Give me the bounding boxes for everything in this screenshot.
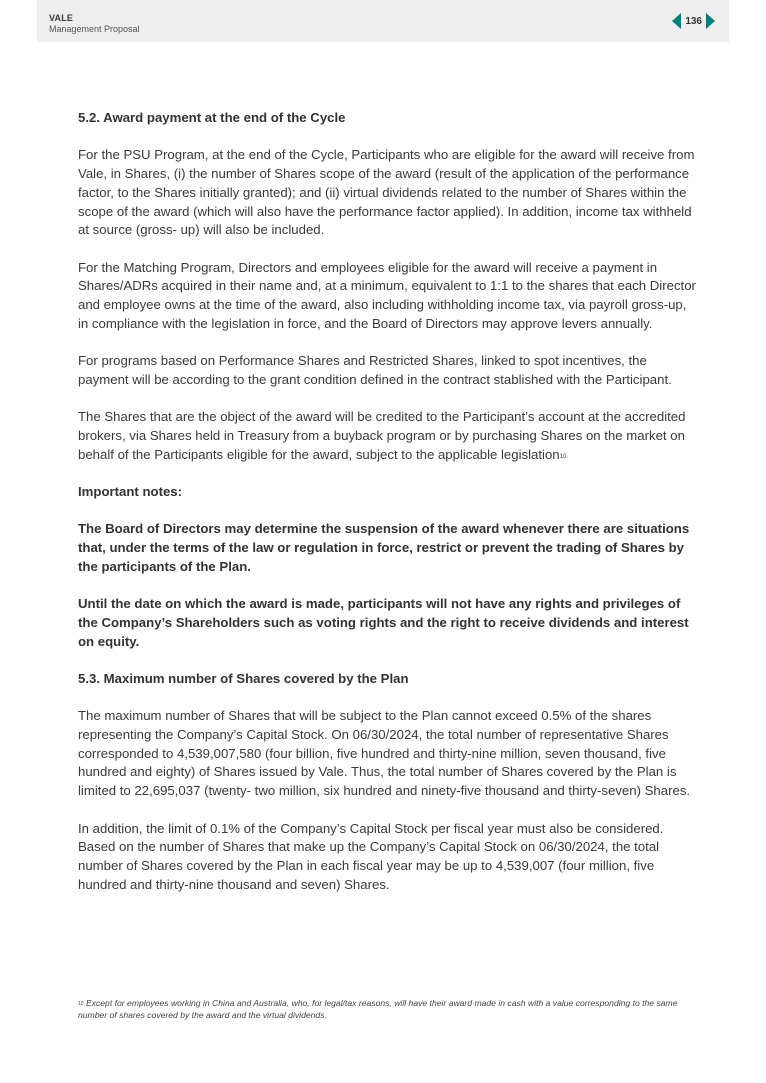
paragraph-matching-program: For the Matching Program, Directors and employees eligible for the award will receive a payment in Shares/ADRs acquired in their name and, at a minimum, equivalent to 1:1 to the shares that each Director and employee owns at the time of the award, also including withholding income tax, via payroll gross-up, in compliance with the legislation in force, and the Board of Directors may approve levers annually.	[78, 259, 696, 331]
important-notes-heading: Important notes:	[78, 483, 183, 499]
section-heading-5-3: 5.3. Maximum number of Shares covered by the Plan	[78, 670, 409, 686]
paragraph-maximum-shares: The maximum number of Shares that will be subject to the Plan cannot exceed 0.5% of the shares representing the Company’s Capital Stock. On 06/30/2024, the total number of representative Shares corresponded to 4,539,007,580 (four billion, five hundred and thirty-nine million, seven thousand, five hundred and eighty) of Shares issued by Vale. Thus, the total number of Shares covered by the Plan is limited to 22,695,037 (twenty- two million, six hundred and ninety-five thousand and thirty-seven) Shares.	[78, 708, 691, 799]
next-page-icon[interactable]	[706, 13, 715, 29]
paragraph-psu-program: For the PSU Program, at the end of the Cycle, Participants who are eligible for the award will receive from Vale, in Shares, (i) the number of Shares scope of the award (result of the application of the performance factor, to the Shares initially granted); and (ii) virtual dividends related to the number of Shares within the scope of the award (which will also have the performance factor applied). In addition, income tax withheld at source (gross- up) will also be included.	[78, 147, 695, 238]
document-title: Management Proposal	[49, 24, 140, 34]
page-header	[37, 0, 729, 42]
paragraph-annual-limit: In addition, the limit of 0.1% of the Company’s Capital Stock per fiscal year must also be considered. Based on the number of Shares that make up the Company’s Capital Stock on 06/30/2024, the total number of Shares covered by the Plan in each fiscal year may be up to 4,539,007 (four million, five hundred and thirty-nine thousand and seven) Shares.	[78, 820, 664, 892]
page-number: 136	[685, 15, 702, 27]
previous-page-icon[interactable]	[672, 13, 681, 29]
paragraph-share-crediting	[78, 408, 698, 464]
page-navigation	[672, 13, 715, 29]
footnote-reference[interactable]: 10.	[559, 453, 568, 460]
page-body	[78, 109, 698, 913]
paragraph-share-crediting-text: The Shares that are the object of the award will be credited to the Participant’s account at the accredited brokers, via Shares held in Treasury from a buyback program or by purchasing Shares on the market on behalf of the Participants eligible for the award, subject to the applicable legislation	[78, 409, 686, 462]
footnote-text: Except for employees working in China and Australia, who, for legal/tax reasons, will have their award made in cash with a value corresponding to the same number of shares covered by the award and the virtual dividends.	[78, 998, 678, 1020]
brand-name: VALE	[49, 13, 74, 23]
paragraph-performance-shares: For programs based on Performance Shares and Restricted Shares, linked to spot incentives, the payment will be according to the grant condition defined in the contract stablished with the Participant.	[78, 353, 672, 387]
footnote-number: 10	[78, 1001, 84, 1007]
important-note-rights: Until the date on which the award is made, participants will not have any rights and privileges of the Company’s Shareholders such as voting rights and the right to receive dividends and interest on equity.	[78, 596, 689, 649]
important-note-suspension: The Board of Directors may determine the suspension of the award whenever there are situations that, under the terms of the law or regulation in force, restrict or prevent the trading of Shares by the participants of the Plan.	[78, 521, 690, 574]
section-heading-5-2: 5.2. Award payment at the end of the Cycle	[78, 110, 346, 125]
footnote	[78, 997, 698, 1021]
